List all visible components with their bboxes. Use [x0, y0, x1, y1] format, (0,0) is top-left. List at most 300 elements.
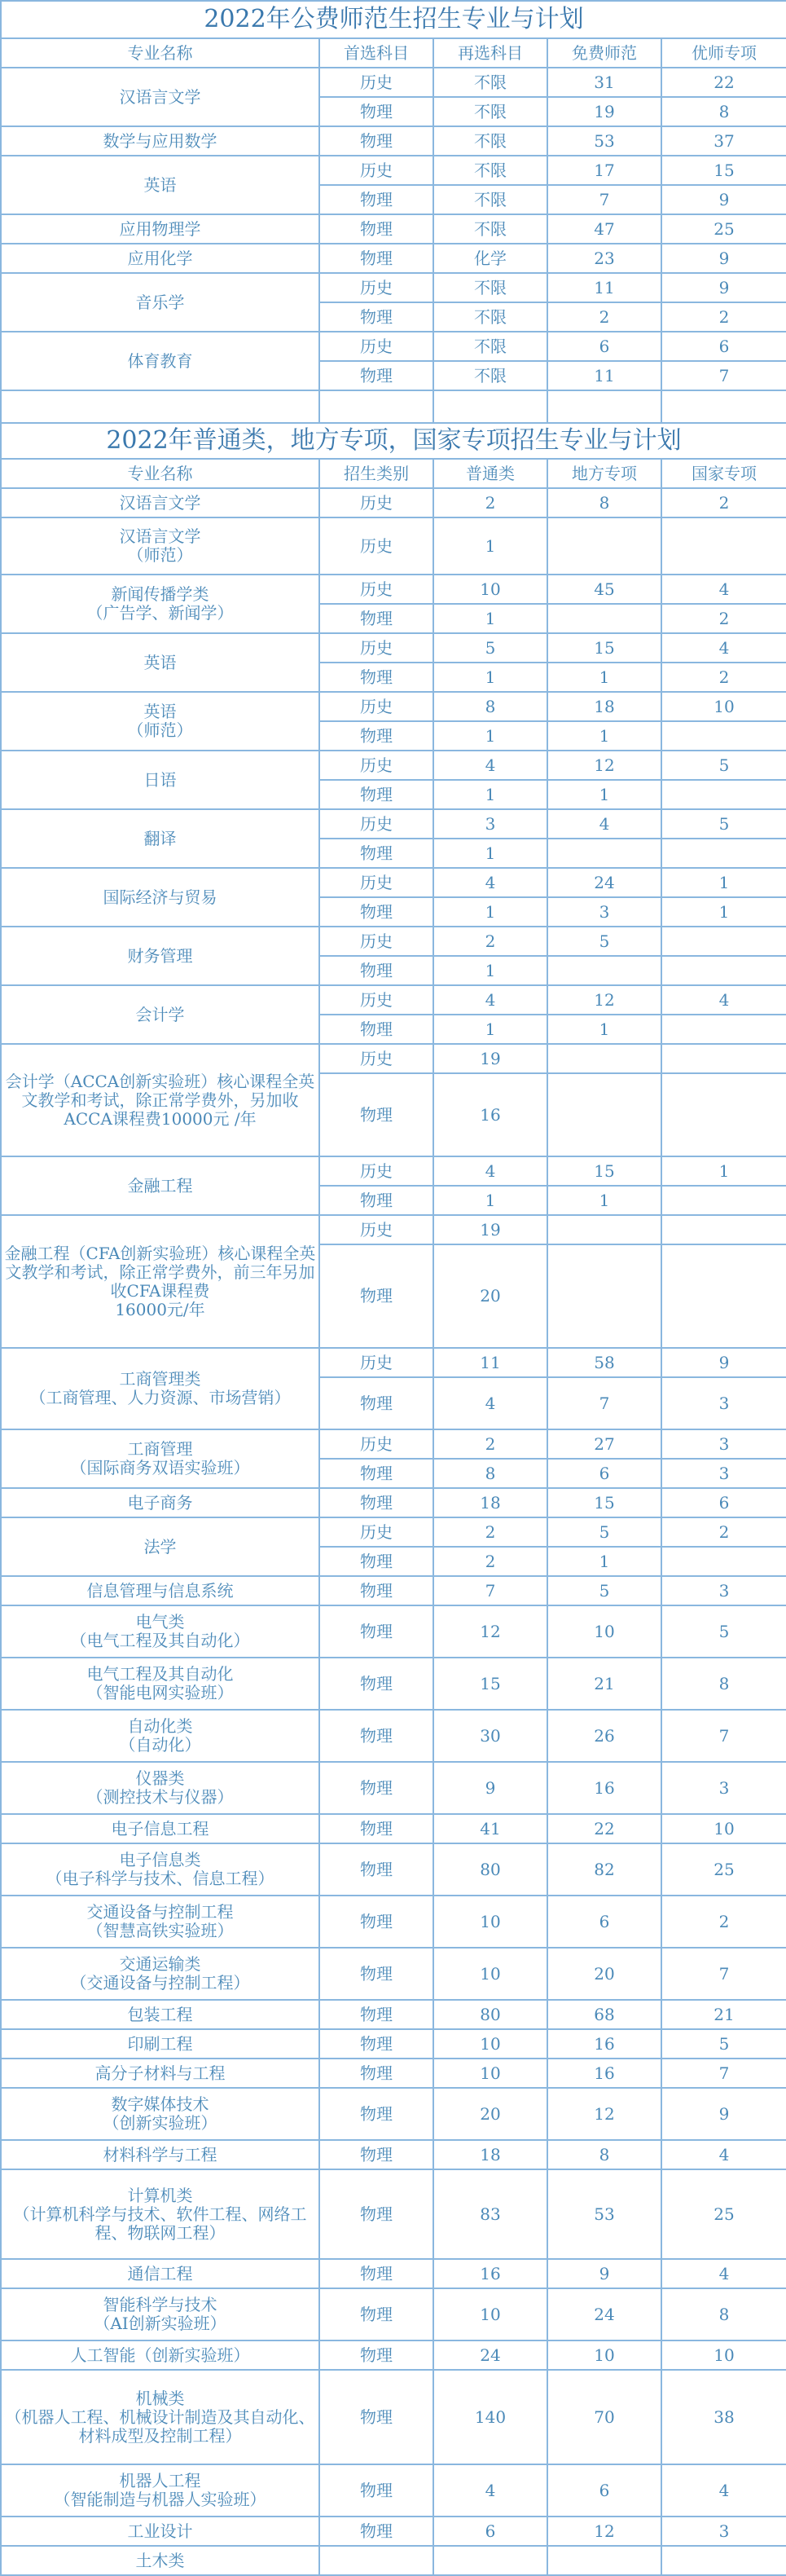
enrollment-type: 物理 [319, 1658, 433, 1710]
first-subject: 物理 [319, 302, 433, 332]
enrollment-type: 历史 [319, 809, 433, 839]
major-name: 印刷工程 [1, 2029, 319, 2059]
general-count: 24 [433, 2340, 547, 2370]
general-count: 10 [433, 575, 547, 604]
national-special-count: 7 [661, 1948, 786, 2000]
local-special-count: 68 [547, 2000, 661, 2029]
national-special-count: 5 [661, 1605, 786, 1658]
section1-title: 2022年公费师范生招生专业与计划 [1, 1, 786, 38]
general-count: 12 [433, 1605, 547, 1658]
major-name: 新闻传播学类 （广告学、新闻学） [1, 575, 319, 633]
general-count: 1 [433, 956, 547, 985]
local-special-header: 地方专项 [547, 459, 661, 488]
local-special-count [547, 1073, 661, 1156]
first-subject: 物理 [319, 361, 433, 390]
local-special-count: 5 [547, 927, 661, 956]
national-special-count [661, 1244, 786, 1348]
general-count: 4 [433, 1377, 547, 1429]
general-count: 4 [433, 868, 547, 897]
local-special-count [547, 956, 661, 985]
national-special-count: 4 [661, 575, 786, 604]
local-special-count: 7 [547, 1377, 661, 1429]
enrollment-type: 历史 [319, 1156, 433, 1186]
free-normal-count: 6 [547, 332, 661, 361]
general-count: 140 [433, 2370, 547, 2464]
free-normal-count: 2 [547, 302, 661, 332]
section2-row [1, 1488, 786, 1517]
first-subject: 物理 [319, 214, 433, 244]
enrollment-type: 物理 [319, 1073, 433, 1156]
enrollment-type: 历史 [319, 633, 433, 663]
free-normal-count: 11 [547, 273, 661, 302]
major-name: 机器人工程 （智能制造与机器人实验班） [1, 2464, 319, 2517]
local-special-count [547, 604, 661, 633]
local-special-count [547, 517, 661, 575]
major-name: 金融工程（CFA创新实验班）核心课程全英文教学和考试，除正常学费外，前三年另加收CFA课程费 16000元/年 [1, 1215, 319, 1348]
national-special-header: 国家专项 [661, 459, 786, 488]
national-special-count [661, 2546, 786, 2575]
local-special-count: 6 [547, 1459, 661, 1488]
first-subject: 历史 [319, 156, 433, 185]
local-special-count: 1 [547, 1547, 661, 1576]
national-special-count: 2 [661, 663, 786, 692]
major-name: 体育教育 [1, 332, 319, 390]
section2-row [1, 575, 786, 604]
enrollment-type: 物理 [319, 1948, 433, 2000]
general-count: 15 [433, 1658, 547, 1710]
local-special-count: 12 [547, 2517, 661, 2546]
enrollment-type: 物理 [319, 2370, 433, 2464]
national-special-count: 3 [661, 1762, 786, 1814]
major-name: 材料科学与工程 [1, 2140, 319, 2169]
local-special-count: 1 [547, 721, 661, 751]
section2-row [1, 1576, 786, 1605]
local-special-count: 21 [547, 1658, 661, 1710]
local-special-count: 24 [547, 2288, 661, 2340]
general-count: 20 [433, 2088, 547, 2140]
special-teacher-count: 37 [661, 126, 786, 156]
free-normal-header: 免费师范 [547, 38, 661, 68]
first-subject: 物理 [319, 244, 433, 273]
section2-row [1, 1762, 786, 1814]
local-special-count: 15 [547, 633, 661, 663]
first-subject: 物理 [319, 126, 433, 156]
first-subject-header: 首选科目 [319, 38, 433, 68]
major-name: 包装工程 [1, 2000, 319, 2029]
section2-row [1, 2464, 786, 2517]
local-special-count: 16 [547, 2029, 661, 2059]
major-name: 计算机类 （计算机科学与技术、软件工程、网络工程、物联网工程） [1, 2169, 319, 2259]
major-name: 汉语言文学 [1, 68, 319, 126]
enrollment-type: 物理 [319, 780, 433, 809]
section1-row [1, 244, 786, 273]
general-count: 10 [433, 1948, 547, 2000]
general-count: 10 [433, 2029, 547, 2059]
national-special-count: 6 [661, 1488, 786, 1517]
enrollment-type: 物理 [319, 1605, 433, 1658]
enrollment-type: 物理 [319, 1244, 433, 1348]
section2-row [1, 1658, 786, 1710]
enrollment-type: 物理 [319, 2259, 433, 2288]
national-special-count: 9 [661, 2088, 786, 2140]
enrollment-type: 物理 [319, 2140, 433, 2169]
section2-row [1, 2517, 786, 2546]
general-count: 83 [433, 2169, 547, 2259]
enrollment-type-header: 招生类别 [319, 459, 433, 488]
local-special-count [547, 1244, 661, 1348]
local-special-count: 9 [547, 2259, 661, 2288]
local-special-count: 26 [547, 1710, 661, 1762]
local-special-count: 1 [547, 1186, 661, 1215]
free-normal-count: 11 [547, 361, 661, 390]
section2-header-row [1, 459, 786, 488]
empty-cell [661, 390, 786, 423]
major-name: 汉语言文学 [1, 488, 319, 517]
reselect-subject: 不限 [433, 332, 547, 361]
general-count: 4 [433, 2464, 547, 2517]
enrollment-type: 历史 [319, 488, 433, 517]
general-count: 1 [433, 517, 547, 575]
national-special-count: 5 [661, 809, 786, 839]
reselect-subject: 不限 [433, 361, 547, 390]
general-count: 1 [433, 897, 547, 927]
enrollment-type: 物理 [319, 956, 433, 985]
reselect-subject: 化学 [433, 244, 547, 273]
major-name: 英语 （师范） [1, 692, 319, 751]
general-count: 2 [433, 488, 547, 517]
empty-cell [433, 390, 547, 423]
special-teacher-count: 2 [661, 302, 786, 332]
empty-cell [547, 390, 661, 423]
national-special-count [661, 1186, 786, 1215]
section1-row [1, 273, 786, 302]
general-count: 19 [433, 1215, 547, 1244]
section2-row [1, 2340, 786, 2370]
major-name: 仪器类 （测控技术与仪器） [1, 1762, 319, 1814]
national-special-count: 25 [661, 2169, 786, 2259]
enrollment-type: 物理 [319, 897, 433, 927]
section2-row [1, 868, 786, 897]
major-name: 智能科学与技术 （AI创新实验班） [1, 2288, 319, 2340]
major-name: 汉语言文学 （师范） [1, 517, 319, 575]
section2-row [1, 488, 786, 517]
section2-row [1, 2088, 786, 2140]
general-count: 16 [433, 1073, 547, 1156]
local-special-count: 12 [547, 751, 661, 780]
national-special-count [661, 780, 786, 809]
enrollment-type: 物理 [319, 663, 433, 692]
section2-row [1, 1429, 786, 1459]
enrollment-type: 物理 [319, 1186, 433, 1215]
general-count: 8 [433, 1459, 547, 1488]
section2-row [1, 1948, 786, 2000]
section2-row [1, 2059, 786, 2088]
national-special-count: 3 [661, 1576, 786, 1605]
enrollment-type: 物理 [319, 2029, 433, 2059]
major-name: 通信工程 [1, 2259, 319, 2288]
general-count: 6 [433, 2517, 547, 2546]
section1-row [1, 126, 786, 156]
enrollment-type: 物理 [319, 2340, 433, 2370]
enrollment-type: 物理 [319, 1488, 433, 1517]
national-special-count [661, 517, 786, 575]
general-count: 41 [433, 1814, 547, 1843]
special-teacher-count: 15 [661, 156, 786, 185]
section2-row [1, 1605, 786, 1658]
general-count: 1 [433, 1186, 547, 1215]
local-special-count: 15 [547, 1488, 661, 1517]
national-special-count [661, 721, 786, 751]
national-special-count: 4 [661, 2464, 786, 2517]
enrollment-type: 历史 [319, 1429, 433, 1459]
section2-row [1, 2000, 786, 2029]
local-special-count: 53 [547, 2169, 661, 2259]
major-name: 国际经济与贸易 [1, 868, 319, 927]
section2-row [1, 985, 786, 1015]
local-special-count: 5 [547, 1517, 661, 1547]
national-special-count: 2 [661, 1896, 786, 1948]
local-special-count: 27 [547, 1429, 661, 1459]
national-special-count: 38 [661, 2370, 786, 2464]
national-special-count: 21 [661, 2000, 786, 2029]
first-subject: 物理 [319, 97, 433, 126]
general-count: 10 [433, 2059, 547, 2088]
free-normal-count: 19 [547, 97, 661, 126]
local-special-count: 82 [547, 1843, 661, 1896]
local-special-count: 12 [547, 2088, 661, 2140]
general-count: 2 [433, 1517, 547, 1547]
major-name: 人工智能（创新实验班） [1, 2340, 319, 2370]
section2-row [1, 2259, 786, 2288]
major-name: 电子商务 [1, 1488, 319, 1517]
major-name: 工业设计 [1, 2517, 319, 2546]
major-name: 会计学 [1, 985, 319, 1044]
special-teacher-count: 9 [661, 244, 786, 273]
empty-cell [319, 390, 433, 423]
major-name: 日语 [1, 751, 319, 809]
enrollment-type: 历史 [319, 517, 433, 575]
section1-header-row [1, 38, 786, 68]
enrollment-type: 物理 [319, 1814, 433, 1843]
general-count: 1 [433, 604, 547, 633]
enrollment-type: 物理 [319, 2169, 433, 2259]
national-special-count [661, 956, 786, 985]
special-teacher-header: 优师专项 [661, 38, 786, 68]
major-name: 高分子材料与工程 [1, 2059, 319, 2088]
general-count: 1 [433, 780, 547, 809]
local-special-count: 3 [547, 897, 661, 927]
local-special-count [547, 1215, 661, 1244]
enrollment-type: 历史 [319, 927, 433, 956]
reselect-subject-header: 再选科目 [433, 38, 547, 68]
first-subject: 历史 [319, 273, 433, 302]
enrollment-type: 物理 [319, 2464, 433, 2517]
special-teacher-count: 7 [661, 361, 786, 390]
free-normal-count: 23 [547, 244, 661, 273]
section2-row [1, 2370, 786, 2464]
enrollment-type: 物理 [319, 1377, 433, 1429]
general-count: 9 [433, 1762, 547, 1814]
local-special-count: 6 [547, 2464, 661, 2517]
major-name: 英语 [1, 633, 319, 692]
special-teacher-count: 9 [661, 273, 786, 302]
section1-row [1, 68, 786, 97]
national-special-count: 3 [661, 1459, 786, 1488]
major-name: 英语 [1, 156, 319, 214]
major-name: 会计学（ACCA创新实验班）核心课程全英文教学和考试，除正常学费外，另加收ACCA课程费10000元 /年 [1, 1044, 319, 1156]
national-special-count: 1 [661, 1156, 786, 1186]
name-header: 专业名称 [1, 459, 319, 488]
local-special-count: 18 [547, 692, 661, 721]
general-count: 1 [433, 1015, 547, 1044]
section2-row [1, 751, 786, 780]
general-count: 20 [433, 1244, 547, 1348]
section1-row [1, 214, 786, 244]
enrollment-type: 物理 [319, 2288, 433, 2340]
national-special-count: 5 [661, 751, 786, 780]
general-count: 10 [433, 1896, 547, 1948]
general-count: 1 [433, 839, 547, 868]
national-special-count: 8 [661, 2288, 786, 2340]
enrollment-type: 物理 [319, 1843, 433, 1896]
national-special-count: 5 [661, 2029, 786, 2059]
section2-title: 2022年普通类，地方专项，国家专项招生专业与计划 [1, 423, 786, 459]
enrollment-type: 历史 [319, 751, 433, 780]
section2-row [1, 633, 786, 663]
local-special-count: 22 [547, 1814, 661, 1843]
section2-row [1, 1710, 786, 1762]
general-count: 16 [433, 2259, 547, 2288]
local-special-count: 1 [547, 663, 661, 692]
enrollment-type: 物理 [319, 2088, 433, 2140]
national-special-count: 2 [661, 604, 786, 633]
local-special-count: 45 [547, 575, 661, 604]
section2-title-row [1, 423, 786, 459]
national-special-count [661, 839, 786, 868]
general-count: 4 [433, 985, 547, 1015]
free-normal-count: 53 [547, 126, 661, 156]
national-special-count: 10 [661, 1814, 786, 1843]
section2-row [1, 1348, 786, 1377]
major-name: 信息管理与信息系统 [1, 1576, 319, 1605]
local-special-count: 70 [547, 2370, 661, 2464]
major-name: 翻译 [1, 809, 319, 868]
national-special-count: 1 [661, 868, 786, 897]
reselect-subject: 不限 [433, 214, 547, 244]
major-name: 机械类 （机器人工程、机械设计制造及其自动化、材料成型及控制工程） [1, 2370, 319, 2464]
reselect-subject: 不限 [433, 156, 547, 185]
enrollment-type: 物理 [319, 2059, 433, 2088]
national-special-count [661, 1044, 786, 1073]
section2-row [1, 1215, 786, 1244]
enrollment-type: 历史 [319, 1215, 433, 1244]
major-name: 应用化学 [1, 244, 319, 273]
empty-cell [1, 390, 319, 423]
local-special-count [547, 2546, 661, 2575]
major-name: 金融工程 [1, 1156, 319, 1215]
general-count: 1 [433, 663, 547, 692]
general-count: 7 [433, 1576, 547, 1605]
first-subject: 历史 [319, 68, 433, 97]
enrollment-type: 历史 [319, 692, 433, 721]
national-special-count: 10 [661, 2340, 786, 2370]
local-special-count: 8 [547, 488, 661, 517]
enrollment-type [319, 2546, 433, 2575]
section2-row [1, 2546, 786, 2575]
section1-title-row [1, 1, 786, 38]
general-count [433, 2546, 547, 2575]
enrollment-type: 历史 [319, 1044, 433, 1073]
local-special-count [547, 1044, 661, 1073]
local-special-count: 20 [547, 1948, 661, 2000]
major-name: 电气类 （电气工程及其自动化） [1, 1605, 319, 1658]
special-teacher-count: 25 [661, 214, 786, 244]
major-name: 数学与应用数学 [1, 126, 319, 156]
first-subject: 物理 [319, 185, 433, 214]
free-normal-count: 17 [547, 156, 661, 185]
special-teacher-count: 22 [661, 68, 786, 97]
section2-row [1, 1517, 786, 1547]
local-special-count [547, 839, 661, 868]
local-special-count: 10 [547, 2340, 661, 2370]
local-special-count: 58 [547, 1348, 661, 1377]
local-special-count: 24 [547, 868, 661, 897]
general-count: 2 [433, 1429, 547, 1459]
section1-row [1, 332, 786, 361]
enrollment-type: 物理 [319, 1459, 433, 1488]
free-normal-count: 31 [547, 68, 661, 97]
section2-row [1, 692, 786, 721]
general-count: 80 [433, 1843, 547, 1896]
section2-row [1, 2169, 786, 2259]
major-name: 电气工程及其自动化 （智能电网实验班） [1, 1658, 319, 1710]
national-special-count: 3 [661, 1377, 786, 1429]
local-special-count: 16 [547, 1762, 661, 1814]
national-special-count: 1 [661, 897, 786, 927]
national-special-count [661, 1073, 786, 1156]
section2-row [1, 2288, 786, 2340]
national-special-count: 2 [661, 488, 786, 517]
section2-row [1, 809, 786, 839]
national-special-count: 10 [661, 692, 786, 721]
section2-row [1, 517, 786, 575]
major-name: 自动化类 （自动化） [1, 1710, 319, 1762]
section2-row [1, 1044, 786, 1073]
national-special-count: 8 [661, 1658, 786, 1710]
reselect-subject: 不限 [433, 273, 547, 302]
enrollment-type: 物理 [319, 1710, 433, 1762]
local-special-count: 8 [547, 2140, 661, 2169]
major-name: 工商管理类 （工商管理、人力资源、市场营销） [1, 1348, 319, 1429]
general-count: 5 [433, 633, 547, 663]
special-teacher-count: 6 [661, 332, 786, 361]
general-count: 8 [433, 692, 547, 721]
national-special-count: 4 [661, 633, 786, 663]
general-count: 18 [433, 1488, 547, 1517]
enrollment-type: 物理 [319, 839, 433, 868]
enrollment-type: 历史 [319, 1517, 433, 1547]
local-special-count: 16 [547, 2059, 661, 2088]
national-special-count: 2 [661, 1517, 786, 1547]
section2-row [1, 1843, 786, 1896]
enrollment-type: 历史 [319, 985, 433, 1015]
first-subject: 历史 [319, 332, 433, 361]
general-count: 19 [433, 1044, 547, 1073]
general-count: 2 [433, 927, 547, 956]
enrollment-type: 物理 [319, 2517, 433, 2546]
reselect-subject: 不限 [433, 68, 547, 97]
major-name: 应用物理学 [1, 214, 319, 244]
